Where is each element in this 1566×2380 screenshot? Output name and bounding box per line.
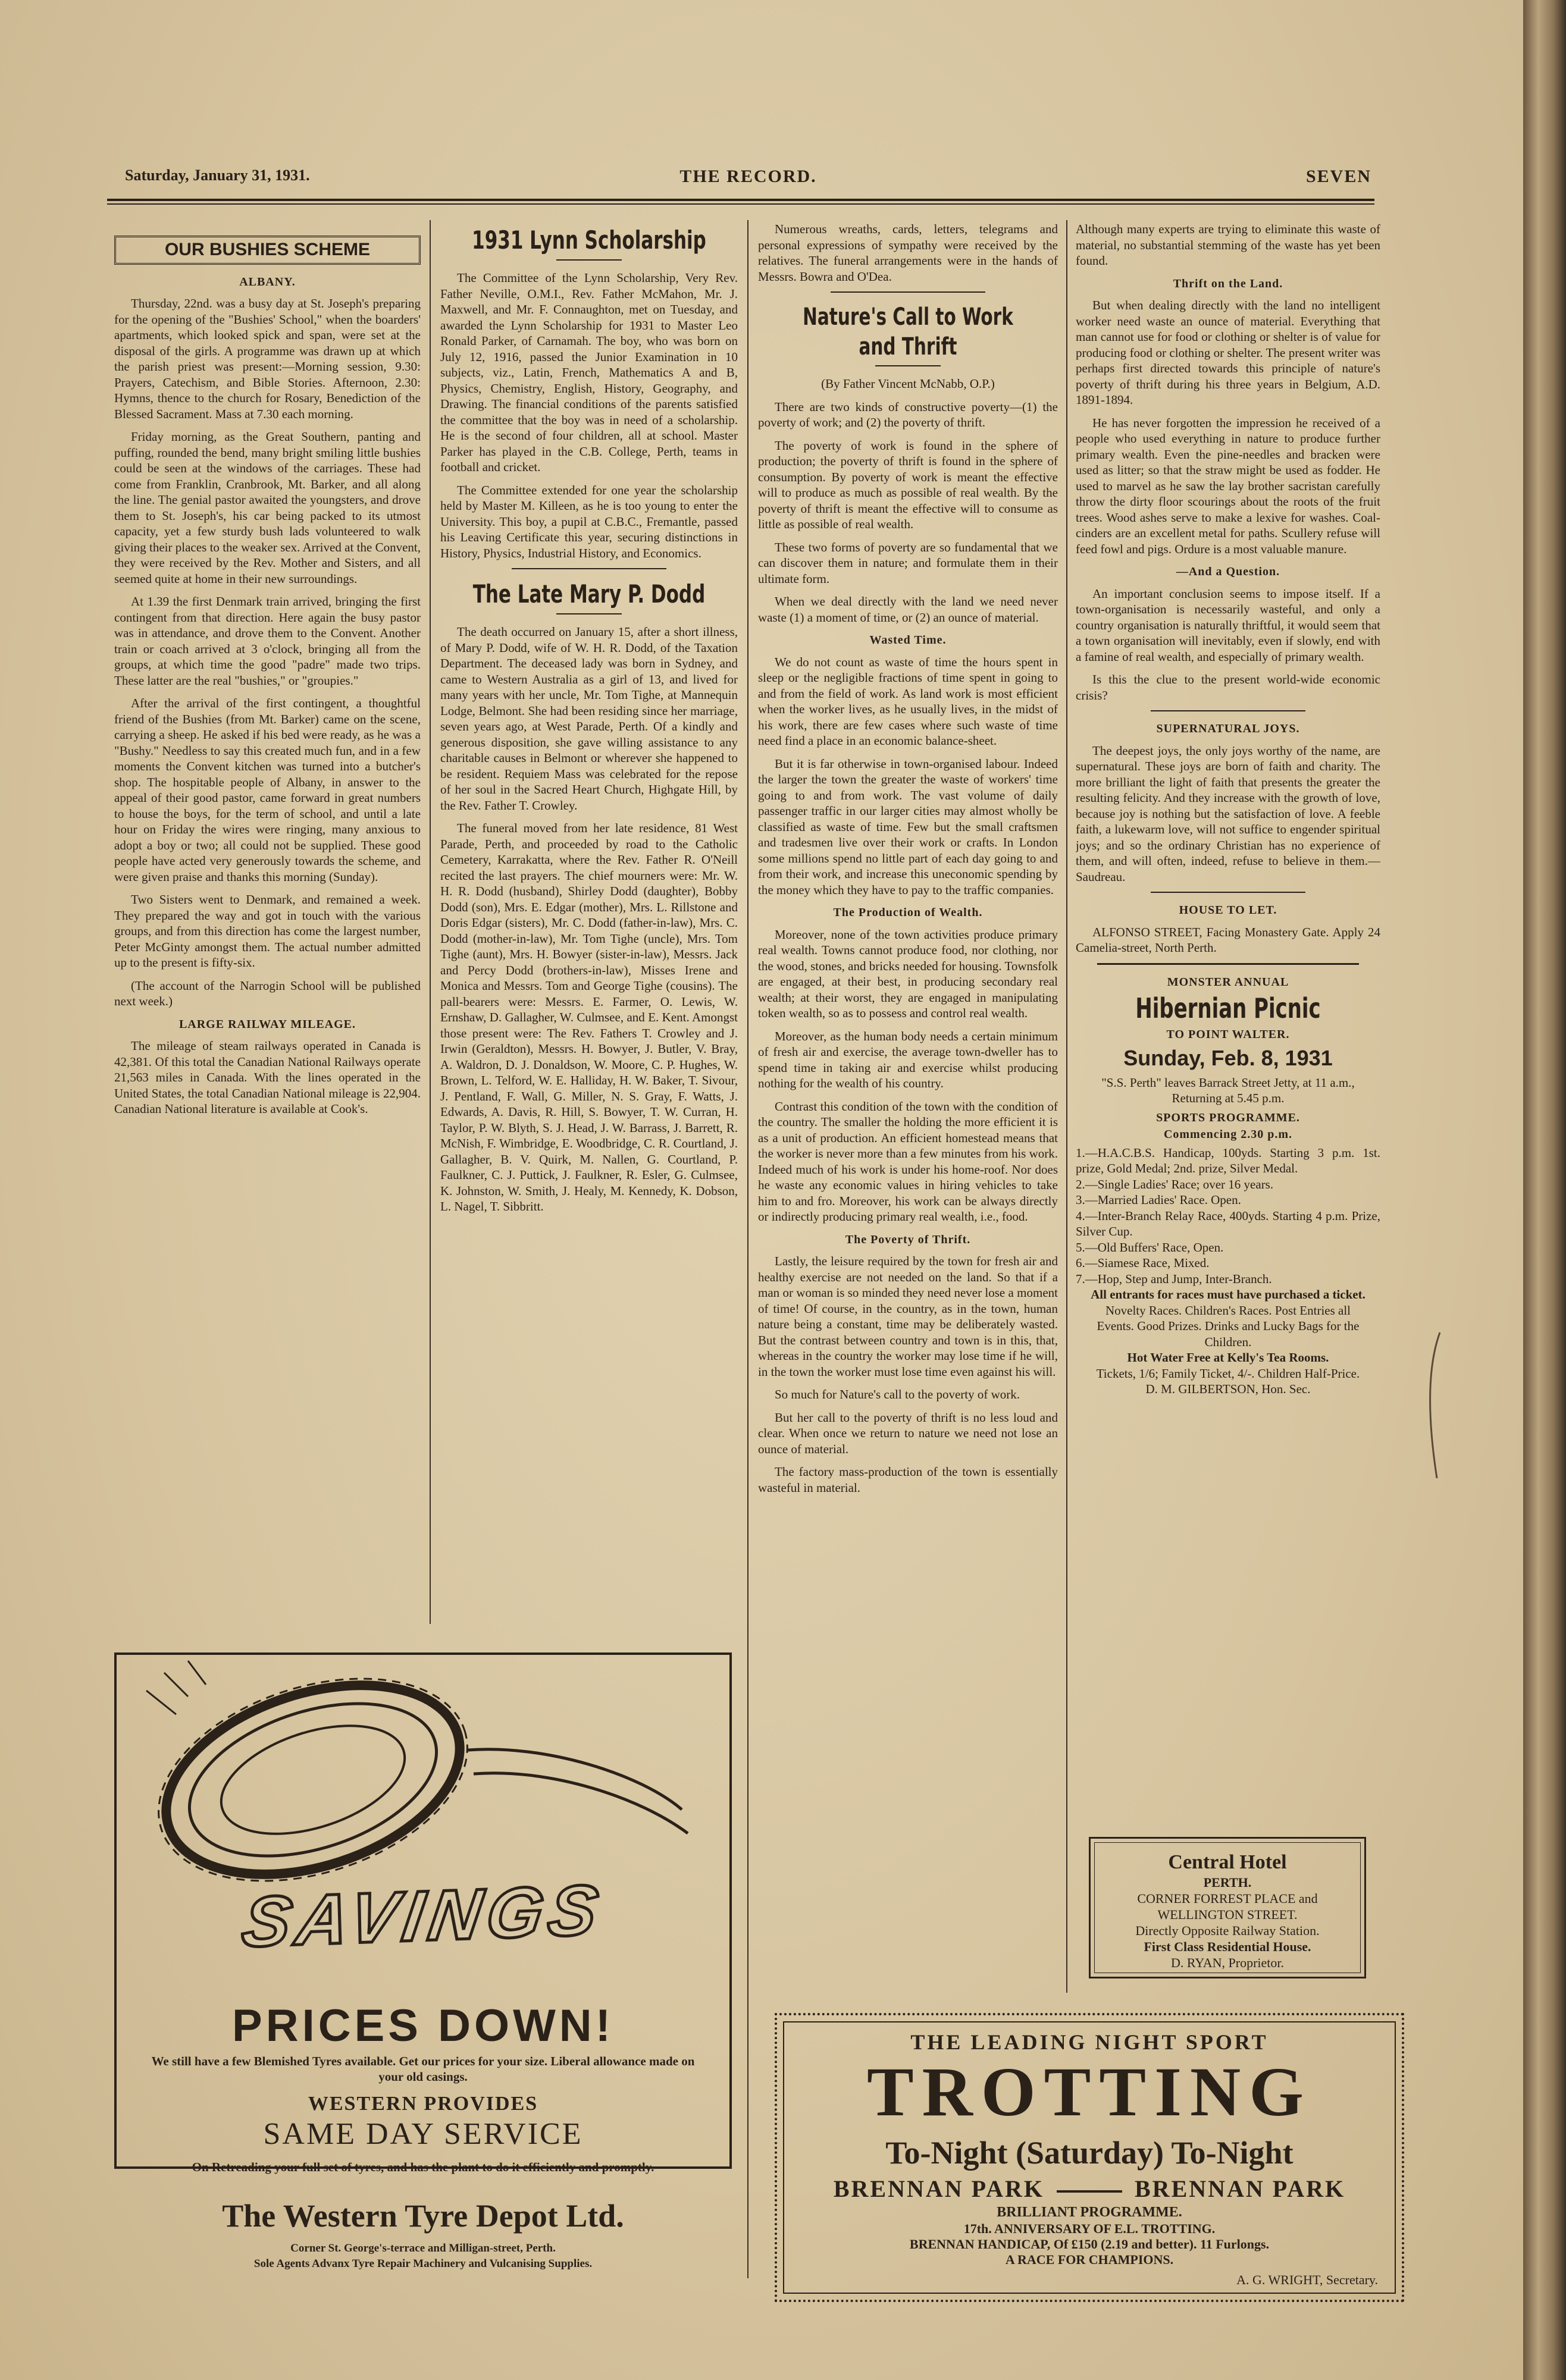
dodd-paragraph: The death occurred on January 15, after a short illness, of Mary P. Dodd, wife of W. H. R. Dodd, of the Taxation Department. The deceased lady was born in Sydney, and came to Western Australia as a girl of 13, and lived for many years with her uncle, Mr. Tom Tighe, at Mannequin Lodge, Belmont. She had been residing since her marriage, seven years ago, at West Parade, Perth. Of a kindly and generous disposition, she gave willing assistance to any charitable causes in Belmont or wherever she happened to be resident. Requiem Mass was celebrated for the repose of her soul in the Sacred Heart Church, Highgate Hill, by the Rev. Father T. Crowley. [440, 625, 738, 813]
nature-paragraph: Contrast this condition of the town with the condition of the country. The smaller the holding the more efficient it is as a unit of production. An efficient homestead means that the worker is never more than a few minutes from his work. Indeed much of his work is under his home-roof. Nor does he waste any economic values in hiring vehicles to take him to and fro. Moreover, his work can be always directly or indirectly producing primary real wealth, i.e., food. [758, 1099, 1058, 1224]
nature-paragraph: So much for Nature's call to the poverty of work. [775, 1387, 1020, 1401]
dodd-paragraph-end: Numerous wreaths, cards, letters, telegrams and personal expressions of sympathy were received by the relatives. The funeral arrangements were in the hands of Messrs. Bowra and O'Dea. [758, 222, 1058, 284]
bushies-paragraph: After the arrival of the first contingent, a thoughtful friend of the Bushies (from Mt. Barker) came on the scene, carrying a sheep. He asked if his bed were ready, as he was a "Bushy." Needless to say this created much fun, and in a few moments the Convent kitchen was turned into a butcher's shop. The hospitable people of Albany, in answer to the appeal of their good pastor, came forward in great numbers to house the boys, for the term of school, and until a late hour on Friday the wires were ringing, many anxious to adopt a boy or two; all could not be supplied. These good people have acted very generously towards the scheme, and were given praise and thanks this morning (Sunday). [114, 696, 421, 884]
joys-title: SUPERNATURAL JOYS. [1156, 722, 1300, 735]
house-paragraph: ALFONSO STREET, Facing Monastery Gate. Apply 24 Camelia-street, North Perth. [1076, 924, 1380, 955]
page-binding-edge [1523, 0, 1566, 2380]
tyre-blurb: We still have a few Blemished Tyres available. Get our prices for your size. Liberal allowance made on your old casings. [151, 2054, 695, 2084]
venue-left: BRENNAN PARK [833, 2175, 1044, 2202]
picnic-to: TO POINT WALTER. [1166, 1028, 1290, 1041]
western-provides: WESTERN PROVIDES [308, 2093, 538, 2115]
company-name: The Western Tyre Depot Ltd. [222, 2198, 624, 2234]
bushies-paragraph: Thursday, 22nd. was a busy day at St. Joseph's preparing for the opening of the "Bushies' School," when the boarders' apartments, which looked spick and span, were set at the disposal of the girls. A programme was drawn up at which the parish priest was present:—Morning session, 9.30: Prayers, Catechism, and Bible Stories. Afternoon, 2.30: Hymns, thence to the church for Rosary, Benediction of the Blessed Sacrament. Mass at 7.30 each morning. [114, 296, 421, 421]
venue-dash [1057, 2190, 1122, 2193]
lynn-paragraph: The Committee of the Lynn Scholarship, Very Rev. Father Neville, O.M.I., Rev. Father McMahon, Mr. J. Maxwell, and Mr. F. Connaughton, met on Tuesday, and awarded the Lynn Scholarship for 1931 to Master Leo Ronald Parker, of Carnamah. The boy, who was born on July 12, 1916, passed the Junior Examination in 10 subjects, viz., Latin, French, Mathematics A and B, Physics, Chemistry, English, History, Geography, and Drawing. The financial conditions of the parents satisfied the committee that the boy was in need of a scholarship. He is the second of four children, all at school. Master Parker has played in the C.B. College, Perth, teams in football and cricket. [440, 271, 738, 474]
column-divider [430, 220, 431, 1624]
picnic-ship: "S.S. Perth" leaves Barrack Street Jetty, at 11 a.m., Returning at 5.45 p.m. [1101, 1075, 1355, 1105]
trotting-tonight: To-Night (Saturday) To-Night [885, 2135, 1293, 2171]
picnic-commencing: Commencing 2.30 p.m. [1163, 1128, 1293, 1141]
column-1 [114, 233, 421, 1643]
nature-paragraph: We do not count as waste of time the hours spent in sleep or the negligible fractions of time spent in going to and from the field of work. As land work is most efficient when the worker lives, as he usually lives, in the midst of his work, there are few cases where such waste of time need find a place in an economic balance-sheet. [758, 654, 1058, 748]
newspaper-title: THE RECORD. [679, 167, 817, 186]
nature-paragraph: Is this the clue to the present world-wide economic crisis? [1076, 672, 1380, 703]
nature-paragraph: The factory mass-production of the town is essentially wasteful in material. [758, 1465, 1058, 1495]
nature-paragraph: There are two kinds of constructive poverty—(1) the poverty of work; and (2) the poverty of thrift. [758, 399, 1058, 429]
trotting-programme: BRILLIANT PROGRAMME. [997, 2205, 1182, 2220]
bushies-paragraph: At 1.39 the first Denmark train arrived, bringing the first contingent from that direction. Here again the busy pastor was in attendance, and drove them to the Convent. Another train or coach arrived at 3 o'clock, bringing all from the groups, at which time the good "padre" made two trips. These latter are the real "bushies," or "groupies." [114, 594, 421, 688]
bushies-title: OUR BUSHIES SCHEME [114, 236, 421, 265]
bushies-subhead: ALBANY. [239, 275, 296, 289]
nature-subhead: —And a Question. [1176, 565, 1280, 578]
masthead-rule-thin [107, 203, 1374, 205]
picnic-novelty: Novelty Races. Children's Races. Post Entries all Events. Good Prizes. Drinks and Lucky Bags for the Children. [1097, 1303, 1360, 1349]
picnic-event: 4.—Inter-Branch Relay Race, 400yds. Starting 4 p.m. Prize, Silver Cup. [1076, 1208, 1380, 1238]
column-divider [1066, 220, 1067, 1993]
hotel-address: CORNER FORREST PLACE and WELLINGTON STREET. [1137, 1891, 1318, 1922]
venue-right: BRENNAN PARK [1135, 2175, 1346, 2202]
picnic-tickets: Tickets, 1/6; Family Ticket, 4/-. Children Half-Price. [1096, 1366, 1360, 1381]
picnic-event: 5.—Old Buffers' Race, Open. [1076, 1240, 1224, 1255]
dodd-paragraph: The funeral moved from her late residence, 81 West Parade, Perth, and proceeded by road to the Catholic Cemetery, Karrakatta, where the Rev. Father R. O'Neill recited the last prayers. The chief mourners were: Mr. W. H. R. Dodd (husband), Shirley Dodd (daughter), Bobby Dodd (son), Mrs. E. Edgar (mother), Mrs. L. Rillstone and Doris Edgar (sisters), Mr. C. Dodd (father-in-law), Mrs. C. Dodd (mother-in-law), Mr. Tom Tighe (uncle), Mrs. Tom Tighe (aunt), Mrs. H. Bowyer (sister-in-law), Messrs. Jack and Percy Dodd (brothers-in-law), Misses Irene and Monica and Messrs. Tom and George Tighe (cousins). The pall-bearers were: Messrs. E. Farmer, O. Lewis, W. Ernshaw, D. Gallagher, W. Culmsee, and E. Kent. Amongst those present were: The Rev. Fathers T. Crowley and J. Irwin (Geraldton), Messrs. H. Bowyer, J. Butler, V. Bray, A. Waldron, D. J. Donaldson, W. Moore, C. P. Hughes, W. Brown, L. Telford, W. E. Halliday, H. W. Baker, T. Sivour, J. Pentland, F. Wall, G. Miller, N. S. Gray, F. Watts, J. Edwards, A. Davis, R. Hill, S. Bowyer, T. W. Curran, H. Taylor, P. W. Blyth, S. J. Head, J. W. Barrass, J. Barrett, R. McNish, F. Wimbridge, E. Woodbridge, C. R. Courtland, J. Gallagher, B. V. Quirk, M. Nallen, G. Courtland, P. Faulkner, C. J. Puttick, J. Faulkner, R. Esler, G. Culmsee, K. Johnston, W. Smith, J. Healy, M. Kennedy, K. Dobson, L. Nagel, T. Sibbritt. [440, 821, 738, 1213]
trotting-secretary: A. G. WRIGHT, Secretary. [1236, 2272, 1378, 2287]
hotel-title: Central Hotel [1168, 1851, 1287, 1873]
section-rule [831, 291, 985, 293]
house-title: HOUSE TO LET. [1179, 904, 1277, 917]
nature-paragraph: These two forms of poverty are so fundamental that we can discover them in nature; and formulate them in their ultimate form. [758, 540, 1058, 586]
railway-paragraph: The mileage of steam railways operated in Canada is 42,381. Of this total the Canadian National Railways operate 21,563 miles in Canada. With the lines operated in the United States, the total Canadian National mileage is 22,904. Canadian National literature is available at Cook's. [114, 1039, 421, 1116]
western-tyre-ad [114, 1652, 732, 2270]
nature-paragraph: When we deal directly with the land we need never waste (1) a moment of time, or (2) an ounce of material. [758, 594, 1058, 625]
nature-paragraph: Lastly, the leisure required by the town for fresh air and healthy exercise are not needed on the land. So that if a man or woman is so minded they need never lose a moment of time! Of course, in the country, as in the town, human nature being a constant, time may be deliberately wasted. But the contrast between country and town is in this, that, whereas in the country the worker may lose time if he will, in the town the worker must lose time even against his will. [758, 1254, 1058, 1379]
picnic-entrants: All entrants for races must have purchased a ticket. [1091, 1287, 1365, 1302]
trotting-ad [775, 2013, 1404, 2302]
section-rule [1151, 892, 1305, 893]
column-4 [1076, 221, 1380, 1827]
headline-rule [875, 365, 941, 366]
hotel-city: PERTH. [1203, 1875, 1252, 1890]
picnic-sec: D. M. GILBERTSON, Hon. Sec. [1145, 1382, 1311, 1396]
trotting-champions: A RACE FOR CHAMPIONS. [1005, 2252, 1174, 2267]
savings-slogan: SAVINGS [237, 1870, 609, 1962]
nature-paragraph: Moreover, as the human body needs a certain minimum of fresh air and exercise, the average town-dweller has to spend time in taking air and exercise whilst producing nothing for the wealth of his country. [758, 1028, 1058, 1090]
nature-subhead: The Poverty of Thrift. [845, 1233, 971, 1246]
bushies-paragraph: Friday morning, as the Great Southern, panting and puffing, rounded the bend, many bright smiling little bushies could be seen at the windows of the carriages. These had come from Franklin, Cranbrook, Mt. Barker, and all along the line. The genial pastor awaited the youngsters, and drove them to St. Joseph's, his car being packed to its utmost capacity, yet a few sturdy bush lads volunteered to walk giving their places to the weaker sex. Arrived at the Convent, they were received by the Rev. Mother and Sisters, and all seemed quite at home in their new surroundings. [114, 429, 421, 586]
hotel-first-class: First Class Residential House. [1144, 1939, 1311, 1954]
bushies-note: (The account of the Narrogin School will be published next week.) [114, 978, 421, 1008]
section-rule [1097, 963, 1359, 965]
page-number: SEVEN [1305, 167, 1371, 186]
company-agents: Sole Agents Advanx Tyre Repair Machinery and Vulcanising Supplies. [253, 2257, 593, 2270]
dodd-title: The Late Mary P. Dodd [472, 579, 706, 609]
headline-rule [556, 613, 622, 614]
picnic-event: 6.—Siamese Race, Mixed. [1076, 1256, 1210, 1270]
masthead [125, 167, 1371, 196]
picnic-sports: SPORTS PROGRAMME. [1156, 1111, 1300, 1124]
nature-subhead: The Production of Wealth. [833, 906, 983, 919]
central-hotel-ad [1089, 1837, 1366, 1978]
nature-subhead: Thrift on the Land. [1173, 277, 1283, 290]
railway-title: LARGE RAILWAY MILEAGE. [178, 1017, 356, 1031]
column-3 [758, 221, 1058, 2006]
lynn-title: 1931 Lynn Scholarship [472, 225, 706, 255]
column-2 [440, 221, 738, 1643]
prices-down-headline: PRICES DOWN! [232, 2000, 614, 2051]
nature-subhead: Wasted Time. [869, 634, 947, 647]
masthead-rule [107, 199, 1374, 201]
trotting-kicker: THE LEADING NIGHT SPORT [910, 2030, 1269, 2054]
picnic-event: 1.—H.A.C.B.S. Handicap, 100yds. Starting 3 p.m. 1st. prize, Gold Medal; 2nd. prize, Silver Medal. [1076, 1145, 1380, 1175]
picnic-title: Hibernian Picnic [1135, 992, 1321, 1024]
trotting-anniversary: 17th. ANNIVERSARY OF E.L. TROTTING. [963, 2221, 1216, 2236]
nature-title: Nature's Call to Work and Thrift [803, 303, 1013, 360]
section-rule [1151, 710, 1305, 711]
company-address: Corner St. George's-terrace and Milligan-street, Perth. [290, 2242, 556, 2254]
retread-note: On Retreading your full set of tyres, and has the plant to do it efficiently and promptly. [192, 2160, 654, 2174]
section-rule [512, 568, 666, 569]
same-day-service: SAME DAY SERVICE [263, 2117, 583, 2151]
hotel-proprietor: D. RYAN, Proprietor. [1170, 1955, 1285, 1970]
nature-paragraph: The poverty of work is found in the sphere of production; the poverty of thrift is found in the sphere of consumption. By poverty of work is meant the effective will to produce as much as possible of real wealth. By the poverty of thrift is meant the effective will to consume as little as possible of real wealth. [758, 438, 1058, 531]
nature-paragraph: An important conclusion seems to impose itself. If a town-organisation is necessarily wasteful, and only a country organisation is naturally thriftful, it would seem that a town organisation will inevitably, even if slowly, end with a famine of real wealth, and especially of primary wealth. [1076, 586, 1380, 664]
bushies-paragraph: Two Sisters went to Denmark, and remained a week. They prepared the way and got in touch with the various groups, and from this direction has come the largest number, Peter McGinty amongst them. The actual number admitted up to the present is fifty-six. [114, 892, 421, 970]
headline-rule [556, 259, 622, 261]
picnic-event: 3.—Married Ladies' Race. Open. [1076, 1193, 1241, 1207]
nature-paragraph: He has never forgotten the impression he received of a people who used everything in nature to produce further primary wealth. Even the pine-needles and bracken were used as litter; so that the straw might be used as fodder. He used to marvel as he saw the lay brother sacristan carefully throw the dirty floor scourings about the roots of the fruit trees. Wood ashes serve to make a lexive for washes. Coal-cinders are an excellent metal for paths. Scullery refuse will feed fowl and pigs. Ordure is a most valuable manure. [1076, 415, 1380, 556]
nature-byline: (By Father Vincent McNabb, O.P.) [821, 377, 995, 391]
nature-paragraph: Moreover, none of the town activities produce primary real wealth. Towns cannot produce food, nor clothing, nor the wood, stones, and bricks needed for housing. Townsfolk are engaged, at their best, in producing secondary real wealth; at their worst, they are engaged in manipulating token wealth, so as to possess and control real wealth. [758, 927, 1058, 1020]
trotting-venue [777, 2175, 1402, 2203]
picnic-event: 7.—Hop, Step and Jump, Inter-Branch. [1076, 1271, 1272, 1286]
pencil-mark [1422, 1329, 1446, 1484]
nature-paragraph: But her call to the poverty of thrift is no less loud and clear. When once we return to nature we need not lose an ounce of material. [758, 1410, 1058, 1456]
issue-date: Saturday, January 31, 1931. [125, 167, 310, 184]
trotting-title: TROTTING [866, 2053, 1313, 2131]
picnic-hotwater: Hot Water Free at Kelly's Tea Rooms. [1127, 1350, 1329, 1365]
ad-border [1094, 1842, 1361, 1973]
picnic-kicker: MONSTER ANNUAL [1167, 975, 1289, 989]
lynn-paragraph: The Committee extended for one year the scholarship held by Master M. Killeen, as he is too young to enter the University. This boy, a pupil at C.B.C., Fremantle, passed his Leaving Certificate this year, securing distinctions in History, Physics, Industrial History, and Economics. [440, 482, 738, 560]
picnic-date: Sunday, Feb. 8, 1931 [1123, 1045, 1333, 1070]
picnic-event: 2.—Single Ladies' Race; over 16 years. [1076, 1177, 1274, 1191]
nature-paragraph: But it is far otherwise in town-organised labour. Indeed the larger the town the greater the waste of workers' time going to and from work. The vast volume of daily passenger traffic in our larger cities may almost wholly be classified as waste of time. Few but the small craftsmen and tradesmen live over their work or crafts. In London some millions spend no little part of each day going to and from their work, and increase this uneconomic spending by the money which they have to pay to the traffic companies. [758, 756, 1058, 897]
joys-paragraph: The deepest joys, the only joys worthy of the name, are supernatural. These joys are born of faith and charity. The more brilliant the light of faith that presents the greater the resulting felicity. And they increase with the growth of love, because joy is nothing but the satisfaction of love. A feeble faith, a lukewarm love, will not suffice to engender spiritual joys; and so the ordinary Christian has no experience of them, and will often, indeed, refuse to believe in them.—Saudreau. [1076, 743, 1380, 884]
nature-paragraph: Although many experts are trying to eliminate this waste of material, no substantial stemming of the waste has yet been found. [1076, 222, 1380, 268]
hotel-opposite: Directly Opposite Railway Station. [1135, 1923, 1320, 1938]
nature-paragraph: But when dealing directly with the land no intelligent worker need waste an ounce of material. Everything that man cannot use for food or clothing or shelter is of value for producing food or clothing or shelter. The present writer was perhaps first directed towards this principle of nature's poverty of thrift during his three years in Belgium, A.D. 1891-1894. [1076, 298, 1380, 407]
trotting-handicap: BRENNAN HANDICAP, Of £150 (2.19 and better). 11 Furlongs. [909, 2237, 1270, 2252]
column-divider [747, 220, 748, 2278]
